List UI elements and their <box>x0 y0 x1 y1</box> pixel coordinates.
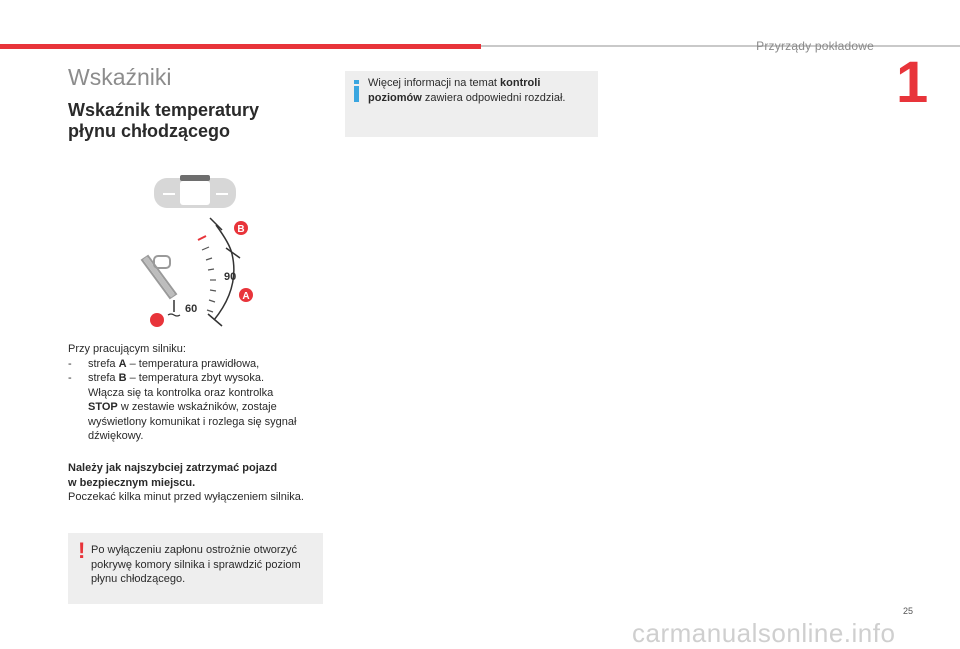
list-dash: - <box>68 357 72 370</box>
zone-b-detail-1: Włącza się ta kontrolka oraz kontrolka <box>88 386 274 399</box>
zone-b-item <box>68 371 328 444</box>
section-title: Wskaźniki <box>68 64 172 90</box>
header-rule <box>481 45 960 47</box>
caution-text: Po wyłączeniu zapłonu ostrożnie otworzyć pokrywę komory silnika i sprawdzić poziom płynu chłodzącego. <box>91 544 301 585</box>
tick-90-label: 90 <box>224 271 237 283</box>
intro-text <box>68 342 328 444</box>
header-accent-bar <box>0 44 481 49</box>
warning-light-icon <box>150 313 164 327</box>
coolant-temperature-icon <box>168 300 180 316</box>
warning-bold-1: Należy jak najszybciej zatrzymać pojazd <box>68 462 278 474</box>
subtitle <box>68 100 328 142</box>
info-text-2: zawiera odpowiedni rozdział. <box>421 91 566 104</box>
gauge-scale <box>198 236 216 312</box>
zone-a-item <box>68 357 328 372</box>
warning-text: Poczekać kilka minut przed wyłączeniem silnika. <box>68 491 304 503</box>
subtitle-line-2: płynu chłodzącego <box>68 121 231 141</box>
chapter-number: 1 <box>896 50 929 115</box>
page-number: 25 <box>903 606 914 616</box>
watermark: carmanualsonline.info <box>632 618 896 648</box>
zone-b-detail-2: w zestawie wskaźników, zostaje wyświetlony komunikat i rozlega się sygnał dźwiękowy. <box>88 401 297 442</box>
temperature-gauge-figure <box>130 168 270 336</box>
list-dash: - <box>68 372 72 384</box>
zone-b-label: B <box>237 224 245 235</box>
stop-label: STOP <box>88 401 118 413</box>
zone-a-prefix: strefa <box>88 357 119 370</box>
zone-a-label: A <box>242 291 250 302</box>
info-text-bold: kontroli poziomów <box>368 77 541 104</box>
chapter-title: Przyrządy pokładowe <box>756 39 874 53</box>
zone-a-letter: A <box>118 357 127 370</box>
zone-b-prefix: strefa <box>88 372 119 384</box>
subtitle-line-1: Wskaźnik temperatury <box>68 100 260 120</box>
instrument-cluster-icon <box>154 175 236 208</box>
info-box <box>345 71 598 137</box>
info-text <box>368 76 592 105</box>
warning-bold-2: w bezpiecznym miejscu. <box>68 476 196 489</box>
intro-lead: Przy pracującym silniku: <box>68 343 186 355</box>
info-text-1: Więcej informacji na temat <box>368 77 501 89</box>
caution-box <box>68 533 323 604</box>
stop-warning <box>68 461 328 505</box>
gauge-illustration <box>130 168 270 336</box>
exclamation-icon: ! <box>78 538 86 563</box>
info-icon <box>352 80 362 102</box>
gauge-needle-icon <box>142 256 176 298</box>
tick-60-label: 60 <box>185 303 198 315</box>
zone-b-letter: B <box>118 372 127 384</box>
zone-b-text: – temperatura zbyt wysoka. <box>126 372 265 384</box>
zone-a-text: – temperatura prawidłowa, <box>126 357 260 370</box>
